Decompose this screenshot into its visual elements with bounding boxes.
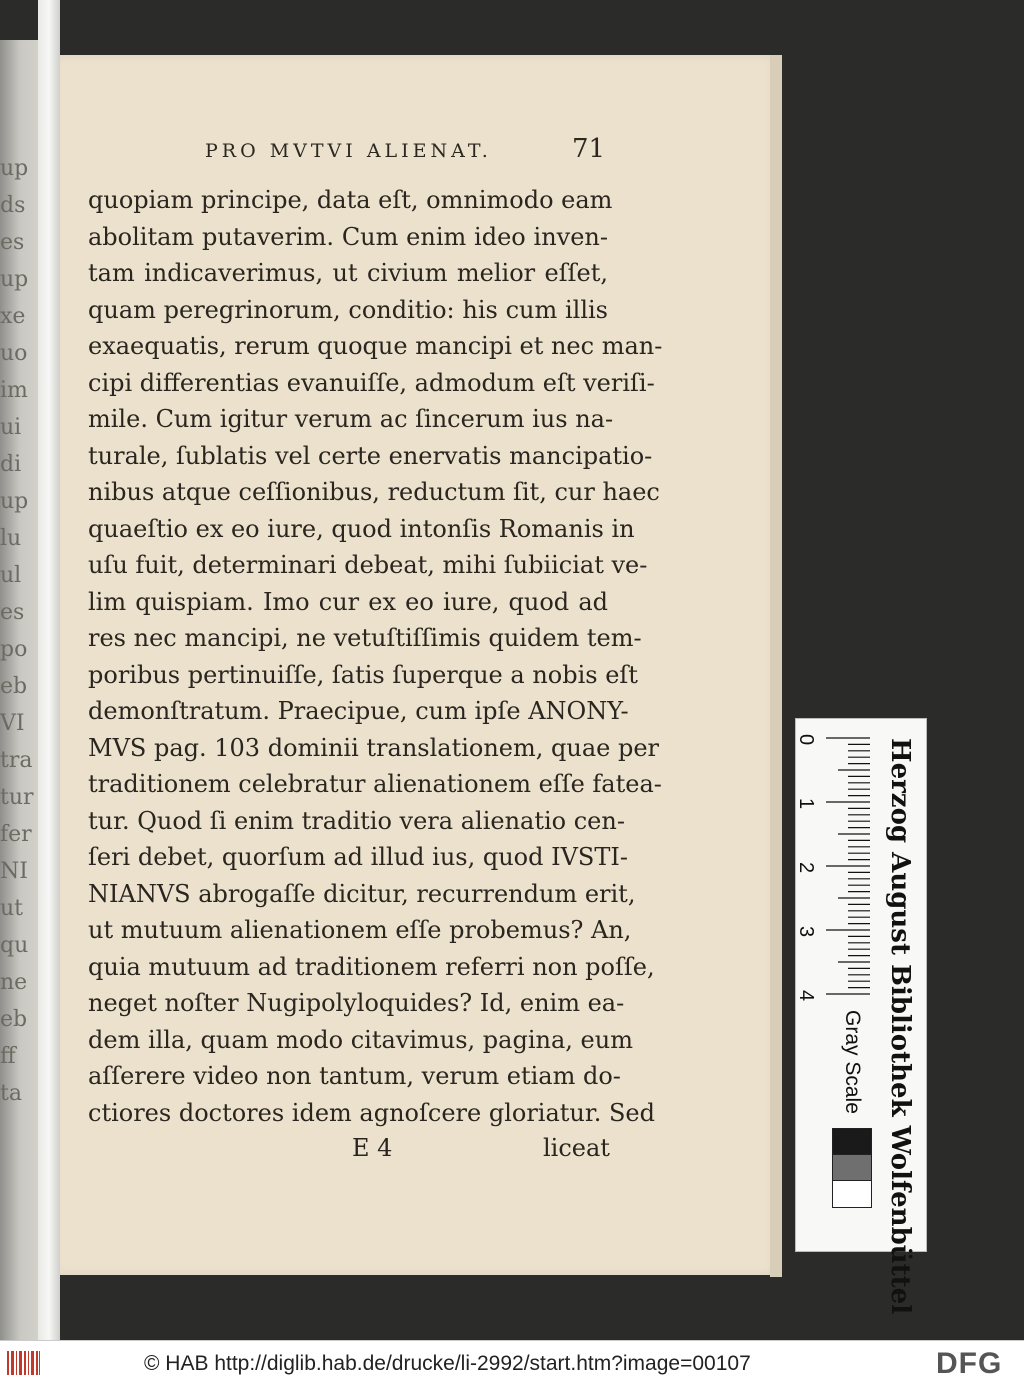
left-page-text-fragments — [0, 150, 40, 1200]
text-line: uſu fuit, determinari debeat, mihi ſubiiciat ve- — [88, 551, 648, 579]
body-text — [88, 182, 663, 1131]
text-line: cipi differentias evanuiſſe, admodum eſt veriſi- — [88, 368, 655, 397]
text-line: mile. Cum igitur verum ac ſincerum ius na- — [88, 405, 614, 433]
ruler-number: 4 — [795, 989, 818, 1002]
left-page-fragment: eb — [0, 1007, 28, 1032]
signature-mark: E 4 — [352, 1134, 393, 1162]
text-line: exaequatis, rerum quoque mancipi et nec man- — [88, 332, 663, 360]
text-line: ctiores doctores idem agnoſcere gloriatur. Sed — [88, 1098, 655, 1127]
ruler-number: 3 — [795, 925, 818, 938]
ruler-scale — [820, 730, 870, 1000]
left-page-fragment: eb — [0, 674, 28, 699]
text-line: traditionem celebratur alienationem eſſe fatea- — [88, 770, 662, 798]
left-page-fragment: qu — [0, 933, 29, 958]
left-page-fragment: ne — [0, 970, 28, 995]
text-line: res nec mancipi, ne vetuſtiſſimis quidem tem- — [88, 624, 642, 652]
left-page-fragment: ul — [0, 563, 22, 588]
gray-scale-label: Gray Scale — [841, 1010, 864, 1114]
left-page-fragment: lu — [0, 526, 22, 551]
text-line: demonſtratum. Praecipue, cum ipſe ANONY- — [88, 697, 629, 725]
running-head: PRO MVTVI ALIENAT. — [205, 140, 492, 162]
text-line: quaeſtio ex eo iure, quod intonſis Romanis in — [88, 514, 635, 543]
left-page-fragment: up — [0, 489, 29, 514]
left-page-fragment: im — [0, 378, 28, 403]
left-page-fragment: VI — [0, 711, 25, 736]
ruler-number: 1 — [795, 797, 818, 810]
dfg-logo: DFG — [936, 1347, 1003, 1380]
text-line: quam peregrinorum, conditio: his cum illis — [88, 295, 608, 324]
left-page-fragment: ut — [0, 896, 24, 921]
text-line: turale, ſublatis vel certe enervatis mancipatio- — [88, 441, 653, 470]
gray-swatch-mid — [832, 1154, 872, 1182]
text-line: quia mutuum ad traditionem referri non poſſe, — [88, 952, 655, 981]
text-line: poribus pertinuiſſe, ſatis ſuperque a nobis eſt — [88, 660, 638, 689]
page-number: 71 — [572, 134, 606, 164]
barcode-icon — [6, 1349, 42, 1377]
left-page-fragment: NI — [0, 859, 28, 884]
left-page-fragment: uo — [0, 341, 28, 366]
page-edge-shadow — [770, 55, 782, 1277]
left-page-fragment: xe — [0, 304, 26, 329]
book-spine — [38, 0, 60, 1385]
text-line: aſſerere video non tantum, verum etiam do- — [88, 1062, 621, 1090]
text-line: tam indicaverimus, ut civium melior eſſet, — [88, 259, 608, 287]
text-line: NIANVS abrogaſſe dicitur, recurrendum erit, — [88, 879, 636, 908]
left-page-fragment: di — [0, 452, 22, 477]
left-page-fragment: up — [0, 156, 29, 181]
ruler-number: 2 — [795, 861, 818, 874]
text-line: neget noſter Nugipolyloquides? Id, enim ea- — [88, 989, 625, 1017]
left-page-fragment: tur — [0, 785, 34, 810]
gray-swatch-white — [832, 1180, 872, 1208]
text-line: MVS pag. 103 dominii translationem, quae per — [88, 733, 660, 762]
left-page-fragment: up — [0, 267, 29, 292]
left-page-fragment: po — [0, 637, 28, 662]
text-line: nibus atque ceſſionibus, reductum ſit, cur haec — [88, 478, 660, 506]
left-page-fragment: es — [0, 600, 25, 625]
left-page-fragment: es — [0, 230, 25, 255]
scale-card-title: Herzog August Bibliothek Wolfenbüttel — [885, 738, 915, 1315]
text-line: abolitam putaverim. Cum enim ideo inven- — [88, 222, 608, 251]
text-line: ſeri debet, quorſum ad illud ius, quod IVSTI- — [88, 843, 628, 871]
text-line: dem illa, quam modo citavimus, pagina, eum — [88, 1025, 633, 1054]
left-page-fragment: tra — [0, 748, 33, 773]
text-line: tur. Quod ſi enim traditio vera alienatio cen- — [88, 806, 625, 835]
left-page-fragment: ff — [0, 1044, 16, 1069]
ruler-number: 0 — [795, 733, 818, 746]
left-page-fragment: fer — [0, 822, 32, 847]
text-line: ut mutuum alienationem eſſe probemus? An, — [88, 916, 632, 944]
footer-copyright-link[interactable]: © HAB http://diglib.hab.de/drucke/li-2992/start.htm?image=00107 — [144, 1352, 751, 1375]
text-line: lim quispiam. Imo cur ex eo iure, quod ad — [88, 587, 608, 616]
text-line: quopiam principe, data eſt, omnimodo eam — [88, 186, 613, 214]
left-page-fragment: ui — [0, 415, 22, 440]
catchword: liceat — [543, 1134, 610, 1162]
left-page-fragment: ds — [0, 193, 26, 218]
gray-swatch-dark — [832, 1128, 872, 1156]
left-page-fragment: ta — [0, 1081, 22, 1106]
